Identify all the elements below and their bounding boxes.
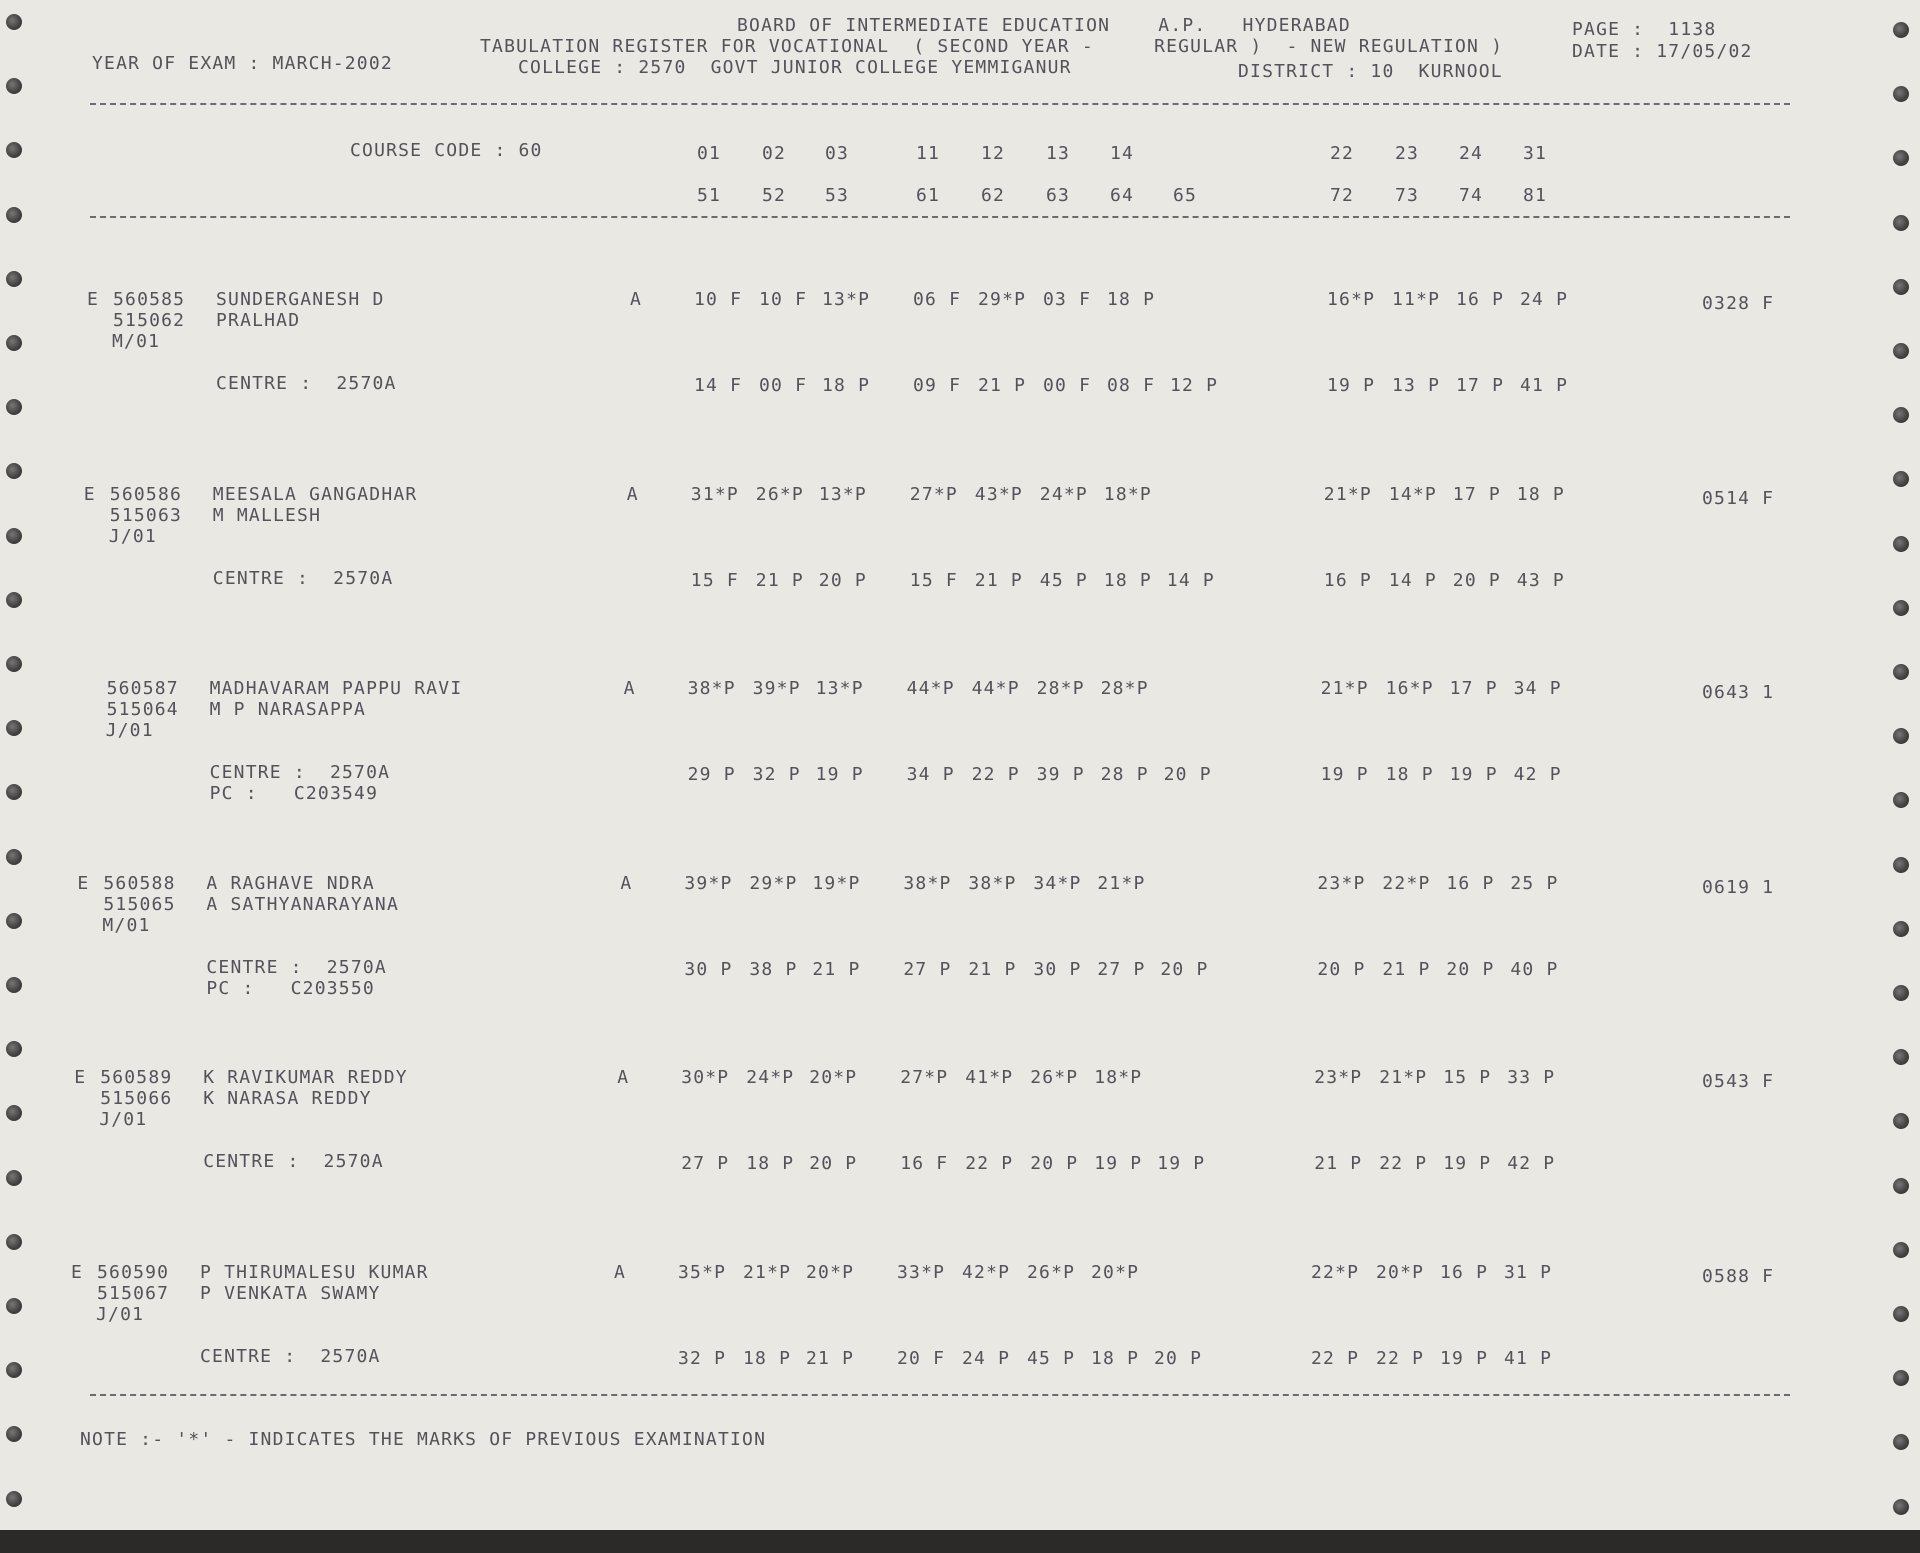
mark-cell: 20 P: [1160, 958, 1209, 980]
mark-cell: 30 P: [684, 958, 733, 980]
mark-cell: 23*P: [1317, 872, 1366, 894]
record-flag: E: [77, 872, 90, 894]
registration-number: 515062: [113, 310, 186, 331]
sprocket-hole: [6, 78, 22, 94]
sprocket-hole: [1893, 343, 1909, 359]
mark-cell: 28*P: [1100, 678, 1149, 699]
sprocket-hole: [1893, 1306, 1909, 1322]
column-code: 62: [981, 185, 1006, 206]
father-name: M MALLESH: [212, 504, 322, 526]
mark-cell: 15 P: [1443, 1067, 1492, 1088]
column-code: 24: [1459, 143, 1484, 164]
mark-cell: 19 P: [1094, 1153, 1143, 1174]
student-code: J/01: [108, 525, 157, 547]
mark-cell: 22 P: [1376, 1347, 1425, 1369]
mark-cell: 19 P: [1320, 764, 1369, 785]
mark-cell: 30 P: [1033, 958, 1082, 980]
sprocket-hole: [1893, 857, 1909, 873]
mark-cell: 22 P: [1379, 1153, 1428, 1174]
mark-cell: 15 F: [690, 569, 739, 591]
header-rule-bottom: [90, 216, 1790, 218]
mark-cell: 21 P: [806, 1347, 855, 1369]
mark-cell: 32 P: [752, 764, 801, 785]
column-code: 13: [1046, 143, 1071, 164]
student-code: M/01: [102, 914, 151, 936]
column-code: 53: [825, 185, 850, 206]
mark-cell: 21 P: [978, 375, 1027, 396]
mark-cell: 20 P: [809, 1153, 858, 1174]
mark-cell: 34 P: [1513, 678, 1562, 699]
mark-cell: 29*P: [749, 872, 798, 894]
district-line: DISTRICT : 10 KURNOOL: [1238, 61, 1503, 82]
mark-cell: 20 P: [1154, 1347, 1203, 1369]
mark-cell: 31*P: [690, 483, 739, 505]
mark-cell: 14 F: [694, 375, 743, 396]
record-flag: E: [83, 483, 96, 505]
mark-cell: 39*P: [684, 872, 733, 894]
mark-cell: 19 P: [1157, 1153, 1206, 1174]
hall-ticket-number: 560587: [106, 678, 179, 699]
mark-cell: 18*P: [1103, 483, 1152, 505]
mark-cell: 16*P: [1327, 289, 1376, 310]
mark-cell: 20*P: [806, 1261, 855, 1283]
sprocket-hole: [6, 142, 22, 158]
mark-cell: 24*P: [746, 1067, 795, 1088]
page-number: PAGE : 1138: [1572, 19, 1717, 40]
mark-cell: 20*P: [809, 1067, 858, 1088]
mark-cell: 19 P: [1440, 1347, 1489, 1369]
mark-cell: 21 P: [812, 958, 861, 980]
grade: A: [626, 483, 639, 505]
mark-cell: 10 F: [694, 289, 743, 310]
sprocket-hole: [1893, 215, 1909, 231]
column-code: 11: [916, 143, 941, 164]
column-code: 73: [1395, 185, 1420, 206]
hall-ticket-number: 560585: [113, 289, 186, 310]
mark-cell: 09 F: [913, 375, 962, 396]
registration-number: 515063: [109, 504, 183, 526]
mark-cell: 22*P: [1311, 1261, 1360, 1283]
sprocket-hole: [1893, 150, 1909, 166]
mark-cell: 00 F: [759, 375, 808, 396]
grade: A: [620, 872, 633, 894]
record-flag: E: [74, 1067, 87, 1088]
mark-cell: 20 P: [1317, 958, 1366, 980]
mark-cell: 22 P: [971, 764, 1020, 785]
footer-rule: [90, 1394, 1790, 1396]
column-code: 22: [1330, 143, 1355, 164]
mark-cell: 20*P: [1376, 1261, 1425, 1283]
mark-cell: 40 P: [1510, 958, 1559, 980]
sprocket-hole: [6, 977, 22, 993]
student-name: K RAVIKUMAR REDDY: [203, 1067, 408, 1088]
mark-cell: 21 P: [974, 569, 1023, 591]
column-code: 02: [762, 143, 787, 164]
sprocket-hole: [6, 1105, 22, 1121]
sprocket-hole: [1893, 536, 1909, 552]
sprocket-hole: [1893, 1049, 1909, 1065]
column-code: 81: [1523, 185, 1548, 206]
sprocket-hole: [1893, 1242, 1909, 1258]
column-code: 61: [916, 185, 941, 206]
sprocket-hole: [6, 463, 22, 479]
sprocket-hole: [6, 913, 22, 929]
mark-cell: 19 P: [1327, 375, 1376, 396]
total-result: 0588 F: [1702, 1265, 1775, 1287]
footnote: NOTE :- '*' - INDICATES THE MARKS OF PREVIOUS EXAMINATION: [80, 1429, 767, 1450]
mark-cell: 14 P: [1166, 569, 1215, 591]
mark-cell: 42 P: [1513, 764, 1562, 785]
mark-cell: 08 F: [1107, 375, 1156, 396]
column-code: 65: [1173, 185, 1198, 206]
grade: A: [617, 1067, 630, 1088]
centre-code: CENTRE : 2570A: [209, 762, 391, 783]
mark-cell: 26*P: [1030, 1067, 1079, 1088]
mark-cell: 38*P: [903, 872, 952, 894]
mark-cell: 21 P: [1314, 1153, 1363, 1174]
mark-cell: 19 P: [815, 764, 864, 785]
column-code: 12: [981, 143, 1006, 164]
mark-cell: 42 P: [1507, 1153, 1556, 1174]
pc-code: PC : C203550: [206, 977, 375, 999]
mark-cell: 38 P: [749, 958, 798, 980]
mark-cell: 20 F: [897, 1347, 946, 1369]
mark-cell: 14 P: [1388, 569, 1437, 591]
mark-cell: 24*P: [1039, 483, 1088, 505]
column-code: 63: [1046, 185, 1071, 206]
sprocket-hole: [1893, 1113, 1909, 1129]
mark-cell: 43*P: [974, 483, 1023, 505]
hall-ticket-number: 560586: [109, 483, 183, 505]
sprocket-hole: [6, 1298, 22, 1314]
mark-cell: 29*P: [978, 289, 1027, 310]
sprocket-hole: [1893, 921, 1909, 937]
column-code: 64: [1110, 185, 1135, 206]
mark-cell: 35*P: [678, 1261, 727, 1283]
board-title: BOARD OF INTERMEDIATE EDUCATION A.P. HYDERABAD: [737, 15, 1351, 36]
mark-cell: 14*P: [1388, 483, 1437, 505]
mark-cell: 27 P: [1097, 958, 1146, 980]
record-flag: E: [71, 1261, 84, 1283]
mark-cell: 22*P: [1382, 872, 1431, 894]
mark-cell: 16 P: [1323, 569, 1372, 591]
mark-cell: 20 P: [1446, 958, 1495, 980]
student-name: A RAGHAVE NDRA: [206, 872, 375, 894]
mark-cell: 29 P: [687, 764, 736, 785]
sprocket-hole: [6, 14, 22, 30]
mark-cell: 16*P: [1385, 678, 1434, 699]
sprocket-hole: [6, 1041, 22, 1057]
sprocket-hole: [1893, 86, 1909, 102]
hall-ticket-number: 560589: [100, 1067, 173, 1088]
column-code: 51: [697, 185, 722, 206]
mark-cell: 39*P: [752, 678, 801, 699]
student-name: P THIRUMALESU KUMAR: [200, 1261, 429, 1283]
column-code: 31: [1523, 143, 1548, 164]
mark-cell: 21 P: [1382, 958, 1431, 980]
student-code: J/01: [105, 720, 154, 741]
mark-cell: 12 P: [1170, 375, 1219, 396]
sprocket-hole: [1893, 792, 1909, 808]
mark-cell: 34*P: [1033, 872, 1082, 894]
mark-cell: 11*P: [1392, 289, 1441, 310]
sprocket-hole: [6, 1491, 22, 1507]
column-code: 74: [1459, 185, 1484, 206]
mark-cell: 21 P: [968, 958, 1017, 980]
total-result: 0643 1: [1702, 682, 1775, 703]
sprocket-hole: [6, 1362, 22, 1378]
sprocket-hole: [1893, 985, 1909, 1001]
mark-cell: 21 P: [755, 569, 804, 591]
register-title: TABULATION REGISTER FOR VOCATIONAL ( SECOND YEAR - REGULAR ) - NEW REGULATION ): [480, 36, 1504, 57]
mark-cell: 06 F: [913, 289, 962, 310]
mark-cell: 17 P: [1449, 678, 1498, 699]
sprocket-hole: [1893, 1370, 1909, 1386]
mark-cell: 13 P: [1392, 375, 1441, 396]
grade: A: [630, 289, 643, 310]
course-code: COURSE CODE : 60: [350, 140, 543, 161]
sprocket-hole: [6, 399, 22, 415]
student-code: M/01: [112, 331, 161, 352]
mark-cell: 20 P: [1163, 764, 1212, 785]
mark-cell: 18 P: [1516, 483, 1565, 505]
mark-cell: 22 P: [1311, 1347, 1360, 1369]
mark-cell: 31 P: [1504, 1261, 1553, 1283]
mark-cell: 45 P: [1039, 569, 1088, 591]
mark-cell: 21*P: [743, 1261, 792, 1283]
mark-cell: 18 P: [1385, 764, 1434, 785]
mark-cell: 45 P: [1027, 1347, 1076, 1369]
pc-code: PC : C203549: [209, 783, 379, 804]
student-name: MEESALA GANGADHAR: [212, 483, 418, 505]
centre-code: CENTRE : 2570A: [206, 956, 387, 978]
mark-cell: 21*P: [1323, 483, 1372, 505]
mark-cell: 38*P: [687, 678, 736, 699]
mark-cell: 26*P: [1027, 1261, 1076, 1283]
sprocket-hole: [1893, 728, 1909, 744]
mark-cell: 19 P: [1443, 1153, 1492, 1174]
mark-cell: 32 P: [678, 1347, 727, 1369]
mark-cell: 27 P: [681, 1153, 730, 1174]
student-name: MADHAVARAM PAPPU RAVI: [209, 678, 463, 699]
sprocket-hole: [6, 656, 22, 672]
total-result: 0328 F: [1702, 293, 1775, 314]
sprocket-hole: [6, 720, 22, 736]
mark-cell: 21*P: [1379, 1067, 1428, 1088]
mark-cell: 16 P: [1446, 872, 1495, 894]
mark-cell: 10 F: [759, 289, 808, 310]
header-rule-top: [90, 103, 1790, 105]
mark-cell: 13*P: [818, 483, 867, 505]
mark-cell: 18 P: [743, 1347, 792, 1369]
mark-cell: 21*P: [1320, 678, 1369, 699]
mark-cell: 03 F: [1043, 289, 1092, 310]
student-code: J/01: [96, 1303, 145, 1325]
year-of-exam: YEAR OF EXAM : MARCH-2002: [92, 53, 393, 74]
mark-cell: 19*P: [812, 872, 861, 894]
sprocket-hole: [6, 592, 22, 608]
mark-cell: 30*P: [681, 1067, 730, 1088]
total-result: 0514 F: [1702, 487, 1775, 509]
mark-cell: 13*P: [822, 289, 871, 310]
father-name: M P NARASAPPA: [209, 699, 367, 720]
mark-cell: 44*P: [906, 678, 955, 699]
mark-cell: 27*P: [909, 483, 958, 505]
total-result: 0543 F: [1702, 1071, 1775, 1092]
mark-cell: 43 P: [1516, 569, 1565, 591]
college-line: COLLEGE : 2570 GOVT JUNIOR COLLEGE YEMMIGANUR: [518, 57, 1072, 78]
column-code: 14: [1110, 143, 1135, 164]
mark-cell: 18 P: [1103, 569, 1152, 591]
record-flag: E: [87, 289, 100, 310]
sprocket-hole: [1893, 279, 1909, 295]
student-code: J/01: [99, 1109, 148, 1130]
centre-code: CENTRE : 2570A: [216, 373, 397, 394]
hall-ticket-number: 560588: [103, 872, 176, 894]
mark-cell: 26*P: [755, 483, 804, 505]
mark-cell: 18 P: [822, 375, 871, 396]
sprocket-hole: [6, 1170, 22, 1186]
mark-cell: 42*P: [962, 1261, 1011, 1283]
mark-cell: 20 P: [1030, 1153, 1079, 1174]
mark-cell: 13*P: [815, 678, 864, 699]
sprocket-hole: [1893, 407, 1909, 423]
mark-cell: 18 P: [746, 1153, 795, 1174]
sprocket-hole: [6, 528, 22, 544]
mark-cell: 38*P: [968, 872, 1017, 894]
mark-cell: 16 P: [1456, 289, 1505, 310]
registration-number: 515066: [100, 1088, 173, 1109]
mark-cell: 20 P: [818, 569, 867, 591]
sprocket-hole: [6, 849, 22, 865]
mark-cell: 18 P: [1107, 289, 1156, 310]
sprocket-hole: [6, 207, 22, 223]
mark-cell: 41 P: [1520, 375, 1569, 396]
sprocket-hole: [1893, 22, 1909, 38]
sprocket-hole: [6, 784, 22, 800]
column-code: 52: [762, 185, 787, 206]
mark-cell: 41*P: [965, 1067, 1014, 1088]
mark-cell: 17 P: [1452, 483, 1501, 505]
sprocket-hole: [6, 1234, 22, 1250]
centre-code: CENTRE : 2570A: [203, 1151, 384, 1172]
mark-cell: 19 P: [1449, 764, 1498, 785]
mark-cell: 41 P: [1504, 1347, 1553, 1369]
registration-number: 515065: [103, 893, 176, 915]
mark-cell: 27*P: [900, 1067, 949, 1088]
centre-code: CENTRE : 2570A: [200, 1345, 381, 1367]
mark-cell: 22 P: [965, 1153, 1014, 1174]
mark-cell: 28 P: [1100, 764, 1149, 785]
mark-cell: 28*P: [1036, 678, 1085, 699]
father-name: A SATHYANARAYANA: [206, 893, 399, 915]
grade: A: [623, 678, 636, 699]
mark-cell: 23*P: [1314, 1067, 1363, 1088]
sprocket-hole: [1893, 1434, 1909, 1450]
print-date: DATE : 17/05/02: [1572, 41, 1753, 62]
mark-cell: 21*P: [1097, 872, 1146, 894]
sprocket-hole: [1893, 664, 1909, 680]
mark-cell: 20*P: [1091, 1261, 1140, 1283]
mark-cell: 33 P: [1507, 1067, 1556, 1088]
mark-cell: 18 P: [1091, 1347, 1140, 1369]
sprocket-hole: [6, 271, 22, 287]
mark-cell: 16 F: [900, 1153, 949, 1174]
total-result: 0619 1: [1702, 876, 1775, 898]
mark-cell: 25 P: [1510, 872, 1559, 894]
mark-cell: 15 F: [909, 569, 958, 591]
mark-cell: 16 P: [1440, 1261, 1489, 1283]
mark-cell: 24 P: [962, 1347, 1011, 1369]
mark-cell: 17 P: [1456, 375, 1505, 396]
column-code: 03: [825, 143, 850, 164]
mark-cell: 27 P: [903, 958, 952, 980]
student-name: SUNDERGANESH D: [216, 289, 385, 310]
registration-number: 515067: [97, 1282, 170, 1304]
sprocket-hole: [1893, 600, 1909, 616]
mark-cell: 39 P: [1036, 764, 1085, 785]
father-name: P VENKATA SWAMY: [200, 1282, 381, 1304]
mark-cell: 44*P: [971, 678, 1020, 699]
sprocket-hole: [1893, 1499, 1909, 1515]
sprocket-hole: [1893, 1178, 1909, 1194]
mark-cell: 20 P: [1452, 569, 1501, 591]
sprocket-hole: [6, 335, 22, 351]
mark-cell: 24 P: [1520, 289, 1569, 310]
sprocket-hole: [1893, 471, 1909, 487]
column-code: 01: [697, 143, 722, 164]
sprocket-hole: [6, 1426, 22, 1442]
mark-cell: 33*P: [897, 1261, 946, 1283]
mark-cell: 18*P: [1094, 1067, 1143, 1088]
column-code: 23: [1395, 143, 1420, 164]
grade: A: [614, 1261, 627, 1283]
mark-cell: 34 P: [906, 764, 955, 785]
registration-number: 515064: [106, 699, 179, 720]
centre-code: CENTRE : 2570A: [212, 567, 394, 589]
hall-ticket-number: 560590: [97, 1261, 170, 1283]
column-code: 72: [1330, 185, 1355, 206]
mark-cell: 00 F: [1043, 375, 1092, 396]
father-name: PRALHAD: [216, 310, 301, 331]
father-name: K NARASA REDDY: [203, 1088, 372, 1109]
